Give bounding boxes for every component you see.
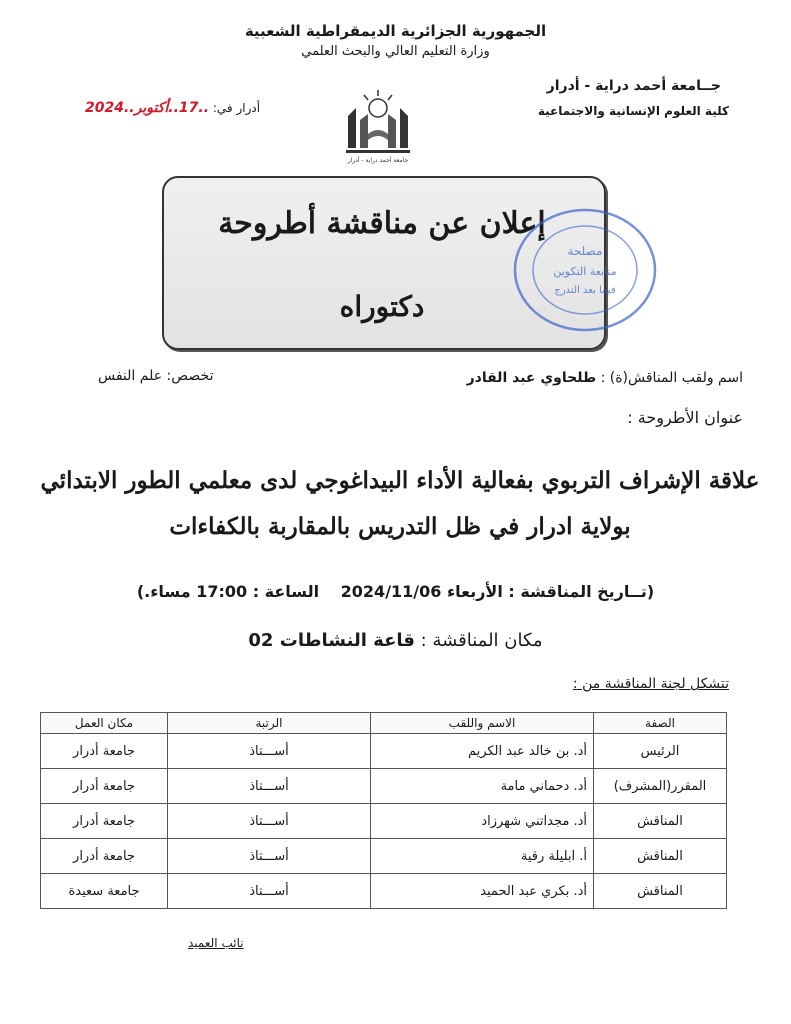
university-logo-icon [338,86,418,166]
candidate-line [467,370,743,386]
cell-name: أد. دحماني مامة [371,769,594,804]
cell-rank: أســـتاذ [168,734,371,769]
table-row [41,734,727,769]
table-header-row [41,713,727,734]
logo-caption: جامعة أحمد دراية - أدرار [347,157,409,164]
candidate-label: اسم ولقب المناقش(ة) : [600,370,743,386]
table-row [41,804,727,839]
cell-name: أد. بن خالد عبد الكريم [371,734,594,769]
faculty-name: كلية العلوم الإنسانية والاجتماعية [537,104,729,118]
table-row [41,839,727,874]
committee-label: تتشكل لجنة المناقشة من : [572,676,729,692]
place-value: قاعة النشاطات 02 [248,630,415,651]
cell-rank: أســـتاذ [168,839,371,874]
committee-table [40,712,727,909]
stamp-line-1: مصلحة [567,244,603,258]
university-name: جــامعة أحمد دراية - أدرار [546,78,721,94]
ministry-heading: وزارة التعليم العالي والبحث العلمي [301,44,490,59]
stamp-line-3: فيما بعد التدرج [554,285,616,296]
cell-role: الرئيس [594,734,727,769]
candidate-name: طلحاوي عبد القادر [466,370,597,386]
table-row [41,874,727,909]
cell-name: أد. مجداتني شهرزاد [371,804,594,839]
cell-role: المناقش [594,804,727,839]
cell-rank: أســـتاذ [168,874,371,909]
banner-subtitle: دكتوراه [339,290,425,323]
official-stamp-icon [510,205,660,335]
place-label: مكان المناقشة : [420,630,543,651]
defense-datetime [0,582,791,601]
cell-rank: أســـتاذ [168,769,371,804]
thesis-title: علاقة الإشراف التربوي بفعالية الأداء البيداغوجي لدى معلمي الطور الابتدائي بولاية ادرار في ظل التدريس بالمقاربة بالكفاءات [40,467,760,540]
vice-dean-signature: نائب العميد [188,936,244,950]
specialty-line [98,368,213,384]
cell-workplace: جامعة أدرار [41,769,168,804]
cell-workplace: جامعة أدرار [41,734,168,769]
specialty-value: علم النفس [98,368,163,384]
cell-name: أد. بكري عبد الحميد [371,874,594,909]
col-header-workplace: مكان العمل [41,713,168,734]
col-header-role: الصفة [594,713,727,734]
issue-date: أدرار في: ..17..أكتوبر..2024 [85,100,261,116]
cell-workplace: جامعة أدرار [41,839,168,874]
table-row [41,769,727,804]
republic-heading: الجمهورية الجزائرية الديمقراطية الشعبية [244,22,547,40]
cell-role: المناقش [594,874,727,909]
col-header-name: الاسم واللقب [371,713,594,734]
date-month: أكتوبر [134,100,169,116]
stamp-line-2: متابعة التكوين [553,265,617,278]
date-prefix: أدرار في: [212,101,261,115]
cell-role: المناقش [594,839,727,874]
thesis-label: عنوان الأطروحة : [627,408,743,427]
defense-time: الساعة : 17:00 مساء.) [136,582,320,601]
banner-title: إعلان عن مناقشة أطروحة [218,206,546,241]
col-header-rank: الرتبة [168,713,371,734]
defense-date: (تــاريخ المناقشة : الأربعاء 2024/11/06 [340,582,655,601]
defense-place [0,630,791,651]
date-day: 17 [178,100,199,116]
cell-rank: أســـتاذ [168,804,371,839]
cell-workplace: جامعة أدرار [41,804,168,839]
cell-role: المقرر(المشرف) [594,769,727,804]
cell-name: أ. ابليلة رقية [371,839,594,874]
specialty-label: تخصص: [166,368,214,384]
date-year: 2024 [85,100,124,116]
cell-workplace: جامعة سعيدة [41,874,168,909]
